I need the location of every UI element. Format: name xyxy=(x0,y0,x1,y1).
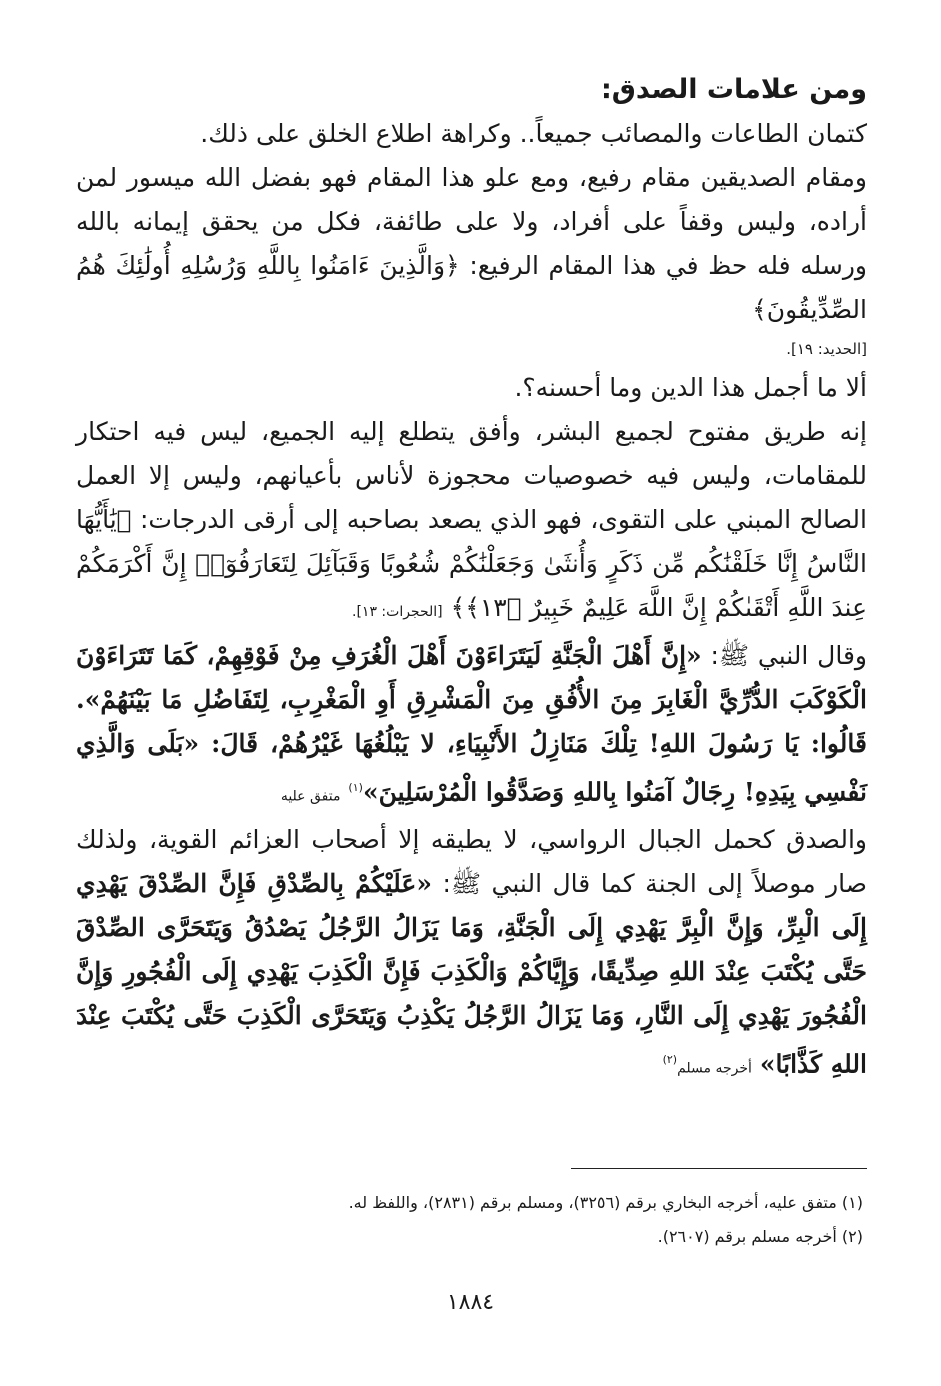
footnote-marker[interactable]: (٢) xyxy=(662,1053,678,1067)
hadith-source: متفق عليه xyxy=(280,788,341,805)
page-number: ١٨٨٤ xyxy=(446,1290,495,1315)
paragraph-hadith-ghuraf xyxy=(76,634,867,818)
paragraph-text: والصدق كحمل الجبال الرواسي، لا يطيقه إلا أصحاب العزائم القوية، ولذلك صار موصلاً إلى الجنة كما قال النبي ﷺ: xyxy=(76,825,867,899)
verse-reference: [الحديد: ١٩]. xyxy=(786,340,867,358)
hadith-source: أخرجه مسلم xyxy=(677,1060,752,1077)
paragraph-siddiqin xyxy=(76,156,867,332)
verse-reference: [الحجرات: ١٣]. xyxy=(352,604,443,620)
hadith-intro: وقال النبي ﷺ: xyxy=(701,641,867,670)
paragraph-truthfulness xyxy=(76,818,867,1090)
question-line: ألا ما أجمل هذا الدين وما أحسنه؟. xyxy=(514,373,867,402)
footnote-2: (٢) أخرجه مسلم برقم (٢٦٠٧). xyxy=(657,1227,863,1246)
quran-verse: ﴿يَٰأَيُّهَا النَّاسُ إِنَّا خَلَقْنَٰكُم مِّن ذَكَرٍ وَأُنثَىٰ وَجَعَلْنَٰكُمْ شُعُوبًا وَقَبَآئِلَ لِتَعَارَفُوٓا۟ إِنَّ أَكْرَمَكُمْ عِندَ اللَّهِ أَتْقَىٰكُمْ إِنَّ اللَّهَ عَلِيمٌ خَبِيرٌ ﴿١٣﴾﴾ xyxy=(76,505,867,622)
hadith-text: «عَلَيْكُمْ بِالصِّدْقِ فَإِنَّ الصِّدْقَ يَهْدِي إِلَى الْبِرِّ، وَإِنَّ الْبِرَّ يَهْدِي إِلَى الْجَنَّةِ، وَمَا يَزَالُ الرَّجُلُ يَصْدُقُ وَيَتَحَرَّى الصِّدْقَ حَتَّى يُكْتَبَ عِنْدَ اللهِ صِدِّيقًا، وَإِيَّاكُمْ وَالْكَذِبَ فَإِنَّ الْكَذِبَ يَهْدِي إِلَى الْفُجُورِ وَإِنَّ الْفُجُورَ يَهْدِي إِلَى النَّارِ، وَمَا يَزَالُ الرَّجُلُ يَكْذِبُ وَيَتَحَرَّى الْكَذِبَ حَتَّى يُكْتَبَ عِنْدَ اللهِ كَذَّابًا» xyxy=(76,869,867,1079)
paragraph-text: ومقام الصديقين مقام رفيع، ومع علو هذا المقام فهو بفضل الله ميسور لمن أراده، وليس وقفاً على أفراد، ولا على طائفة، فكل من يحقق إيمانه بالله ورسله فله حظ في هذا المقام الرفيع: xyxy=(76,163,867,280)
footnote-1: (١) متفق عليه، أخرجه البخاري برقم (٣٢٥٦)، ومسلم برقم (٢٨٣١)، واللفظ له. xyxy=(348,1193,863,1212)
footnote-divider xyxy=(571,1168,867,1169)
secrecy-line: كتمان الطاعات والمصائب جميعاً.. وكراهة اطلاع الخلق على ذلك. xyxy=(200,119,867,148)
quran-verse: ﴿وَالَّذِينَ ءَامَنُوا بِاللَّهِ وَرُسُلِهِ أُولَٰئِكَ هُمُ الصِّدِّيقُونَ﴾ xyxy=(76,251,867,324)
paragraph-text: إنه طريق مفتوح لجميع البشر، وأفق يتطلع إليه الجميع، ليس فيه احتكار للمقامات، وليس فيه خصوصيات محجوزة لأناس بأعيانهم، وليس إلا العمل الصالح المبني على التقوى، فهو الذي يصعد بصاحبه إلى أرقى الدرجات: xyxy=(76,417,867,534)
footnote-marker[interactable]: (١) xyxy=(348,781,363,794)
paragraph-open-path xyxy=(76,410,867,634)
hadith-text: «إِنَّ أَهْلَ الْجَنَّةِ لَيَتَرَاءَوْنَ أَهْلَ الْغُرَفِ مِنْ فَوْقِهِمْ، كَمَا تَتَرَاءَوْنَ الْكَوْكَبَ الدُّرِّيَّ الْغَابِرَ مِنَ الأُفُقِ مِنَ الْمَشْرِقِ أَوِ الْمَغْرِبِ، لِتَفَاضُلِ مَا بَيْنَهُمْ». قَالُوا: يَا رَسُولَ اللهِ! تِلْكَ مَنَازِلُ الأَنْبِيَاءِ، لا يَبْلُغُهَا غَيْرُهُمْ، قَالَ: «بَلَى وَالَّذِي نَفْسِي بِيَدِهِ! رِجَالٌ آمَنُوا بِاللهِ وَصَدَّقُوا الْمُرْسَلِينَ» xyxy=(76,641,867,807)
footnotes xyxy=(76,1186,863,1254)
section-heading: ومن علامات الصدق: xyxy=(600,74,867,105)
